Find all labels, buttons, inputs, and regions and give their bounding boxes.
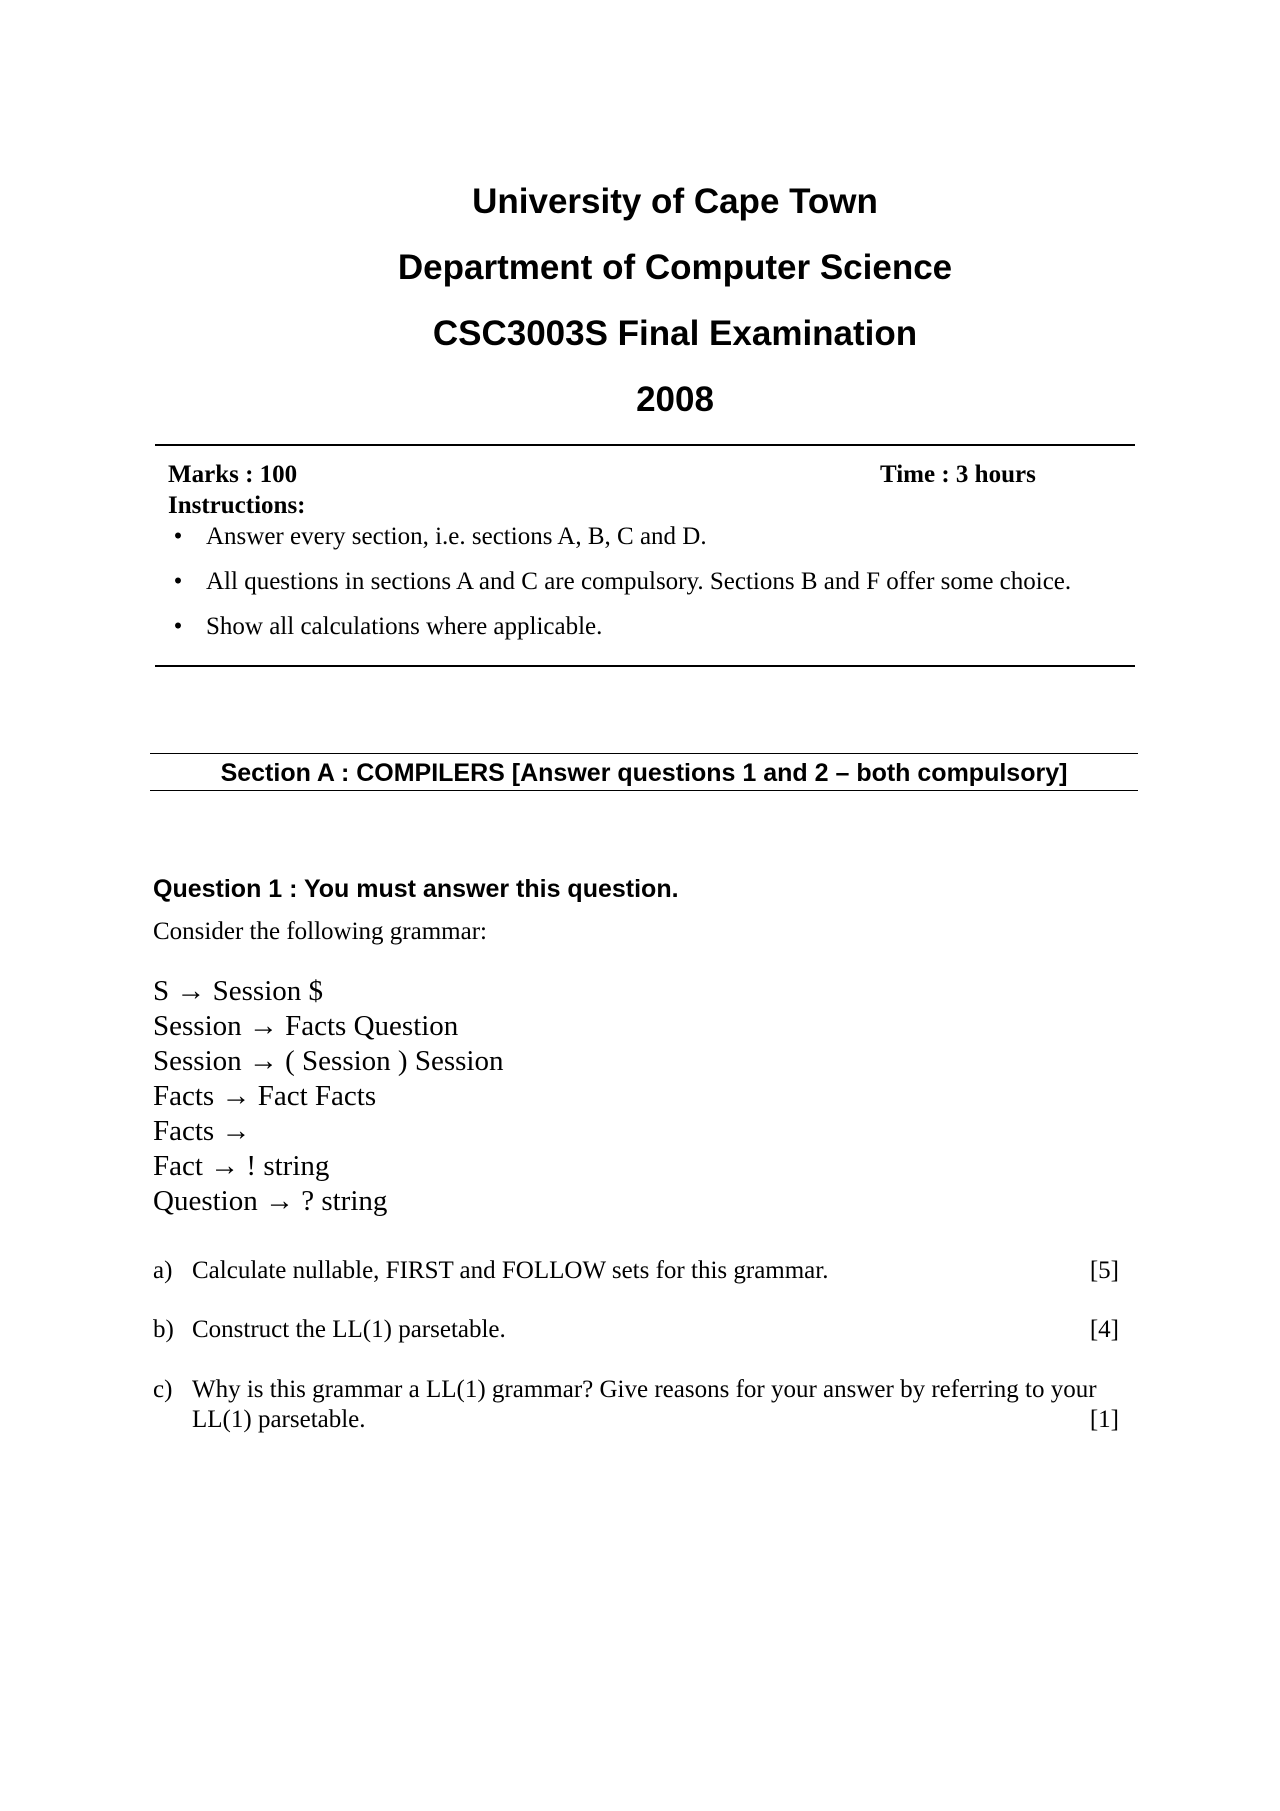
section-bottom-rule bbox=[150, 790, 1138, 791]
bullet-icon: • bbox=[173, 523, 183, 550]
section-a-heading: Section A : COMPILERS [Answer questions 1 and 2 – both compulsory] bbox=[220, 759, 1068, 787]
grammar-rule: Facts → bbox=[153, 1115, 251, 1147]
bullet-icon: • bbox=[173, 568, 183, 595]
part-marks: [5] bbox=[1089, 1257, 1119, 1284]
grammar-rules bbox=[153, 974, 503, 1219]
exam-title: CSC3003S Final Examination bbox=[432, 314, 918, 353]
department-title: Department of Computer Science bbox=[397, 248, 953, 287]
grammar-rule: Session → Facts Question bbox=[153, 1010, 459, 1042]
part-text-continued: LL(1) parsetable. bbox=[192, 1406, 366, 1433]
instruction-text: All questions in sections A and C are compulsory. Sections B and F offer some choice. bbox=[206, 568, 1072, 595]
university-title: University of Cape Town bbox=[472, 182, 878, 221]
marks-label: Marks : 100 bbox=[168, 461, 298, 488]
instruction-text: Answer every section, i.e. sections A, B, C and D. bbox=[206, 523, 707, 550]
part-text: Why is this grammar a LL(1) grammar? Give reasons for your answer by referring to your bbox=[192, 1376, 1097, 1403]
instructions-label: Instructions: bbox=[168, 492, 306, 519]
grammar-rule: Question → ? string bbox=[153, 1185, 388, 1217]
part-text: Calculate nullable, FIRST and FOLLOW sets for this grammar. bbox=[192, 1257, 829, 1284]
part-text: Construct the LL(1) parsetable. bbox=[192, 1316, 506, 1343]
grammar-rule: Facts → Fact Facts bbox=[153, 1080, 377, 1112]
exam-year: 2008 bbox=[636, 380, 714, 419]
part-marks: [1] bbox=[1089, 1406, 1119, 1433]
time-label: Time : 3 hours bbox=[880, 461, 1036, 488]
grammar-rule: Fact → ! string bbox=[153, 1150, 330, 1182]
part-label: c) bbox=[153, 1376, 173, 1403]
section-top-rule bbox=[150, 753, 1138, 754]
top-divider bbox=[155, 444, 1135, 446]
bullet-icon: • bbox=[173, 613, 183, 640]
instruction-text: Show all calculations where applicable. bbox=[206, 613, 603, 640]
grammar-rule: Session → ( Session ) Session bbox=[153, 1045, 504, 1077]
question-1-intro: Consider the following grammar: bbox=[153, 918, 487, 945]
part-marks: [4] bbox=[1089, 1316, 1119, 1343]
question-1-heading: Question 1 : You must answer this question. bbox=[153, 875, 679, 903]
grammar-rule: S → Session $ bbox=[153, 975, 324, 1007]
instructions-bottom-divider bbox=[155, 665, 1135, 667]
part-label: a) bbox=[153, 1257, 173, 1284]
part-label: b) bbox=[153, 1316, 174, 1343]
